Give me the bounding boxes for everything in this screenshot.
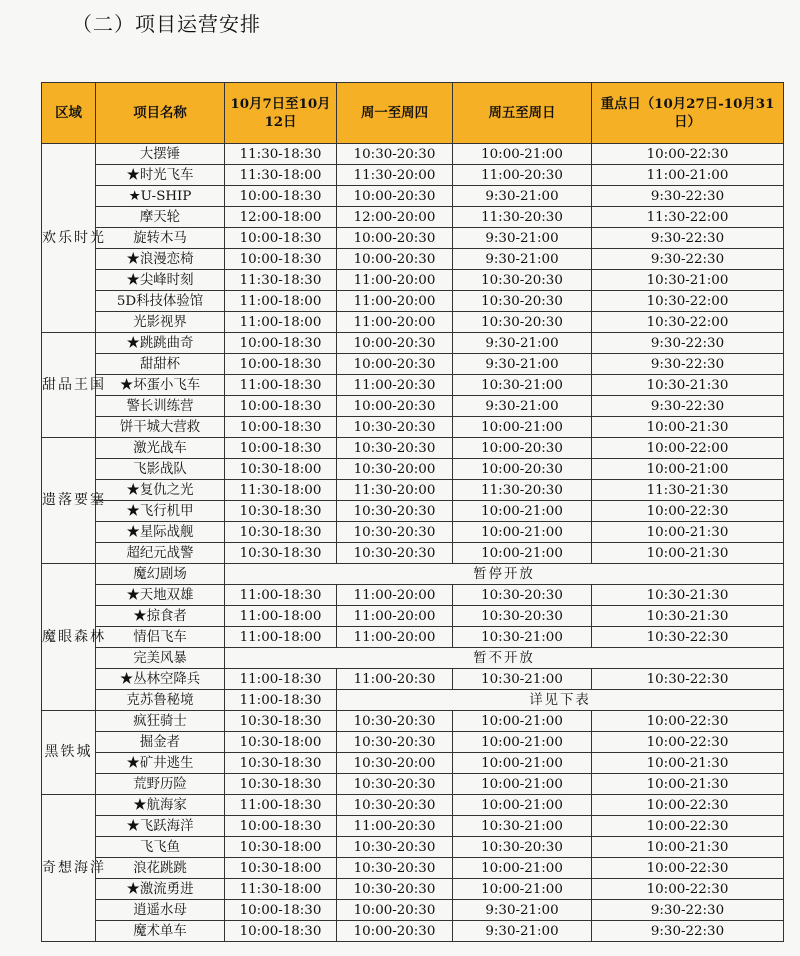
time-mon-thu-cell: 11:30-20:00 bbox=[337, 480, 453, 501]
time-mon-thu-cell: 10:30-20:30 bbox=[337, 501, 453, 522]
time-oct7-12-cell: 11:00-18:30 bbox=[225, 795, 337, 816]
time-fri-sun-cell: 10:00-21:00 bbox=[453, 858, 592, 879]
time-oct7-12-cell: 10:00-18:30 bbox=[225, 228, 337, 249]
project-name-cell: ★天地双雄 bbox=[96, 585, 225, 606]
closed-note-cell: 暂不开放 bbox=[225, 648, 784, 669]
table-row bbox=[42, 564, 784, 585]
time-key-days-cell: 10:00-22:30 bbox=[592, 816, 784, 837]
time-mon-thu-cell: 10:00-20:30 bbox=[337, 186, 453, 207]
time-key-days-cell: 10:30-22:00 bbox=[592, 291, 784, 312]
table-row bbox=[42, 270, 784, 291]
project-name-cell: 克苏鲁秘境 bbox=[96, 690, 225, 711]
time-key-days-cell: 10:30-21:30 bbox=[592, 606, 784, 627]
time-mon-thu-cell: 11:00-20:00 bbox=[337, 606, 453, 627]
time-fri-sun-cell: 10:00-20:30 bbox=[453, 459, 592, 480]
time-mon-thu-cell: 11:00-20:30 bbox=[337, 816, 453, 837]
time-mon-thu-cell: 10:30-20:00 bbox=[337, 753, 453, 774]
time-fri-sun-cell: 10:00-21:00 bbox=[453, 774, 592, 795]
project-name-cell: ★时光飞车 bbox=[96, 165, 225, 186]
time-oct7-12-cell: 11:00-18:00 bbox=[225, 606, 337, 627]
table-row bbox=[42, 312, 784, 333]
time-key-days-cell: 11:00-21:00 bbox=[592, 165, 784, 186]
time-oct7-12-cell: 10:00-18:30 bbox=[225, 417, 337, 438]
table-row bbox=[42, 711, 784, 732]
table-row bbox=[42, 900, 784, 921]
time-oct7-12-cell: 11:00-18:00 bbox=[225, 291, 337, 312]
time-key-days-cell: 9:30-22:30 bbox=[592, 333, 784, 354]
time-key-days-cell: 10:30-22:30 bbox=[592, 627, 784, 648]
project-name-cell: 超纪元战警 bbox=[96, 543, 225, 564]
table-row bbox=[42, 627, 784, 648]
project-name-cell: ★矿井逃生 bbox=[96, 753, 225, 774]
table-row bbox=[42, 879, 784, 900]
table-row bbox=[42, 795, 784, 816]
time-oct7-12-cell: 11:30-18:00 bbox=[225, 165, 337, 186]
time-oct7-12-cell: 11:00-18:00 bbox=[225, 627, 337, 648]
time-key-days-cell: 11:30-21:30 bbox=[592, 480, 784, 501]
time-mon-thu-cell: 10:30-20:30 bbox=[337, 144, 453, 165]
time-key-days-cell: 10:00-21:30 bbox=[592, 417, 784, 438]
time-key-days-cell: 10:00-21:30 bbox=[592, 774, 784, 795]
time-key-days-cell: 11:30-22:00 bbox=[592, 207, 784, 228]
project-name-cell: 旋转木马 bbox=[96, 228, 225, 249]
time-mon-thu-cell: 11:00-20:00 bbox=[337, 312, 453, 333]
time-oct7-12-cell: 10:00-18:30 bbox=[225, 816, 337, 837]
project-name-cell: ★丛林空降兵 bbox=[96, 669, 225, 690]
time-oct7-12-cell: 11:30-18:00 bbox=[225, 480, 337, 501]
time-mon-thu-cell: 10:00-20:30 bbox=[337, 333, 453, 354]
table-row bbox=[42, 228, 784, 249]
time-fri-sun-cell: 10:00-20:30 bbox=[453, 438, 592, 459]
project-name-cell: ★尖峰时刻 bbox=[96, 270, 225, 291]
time-mon-thu-cell: 10:30-20:30 bbox=[337, 795, 453, 816]
time-fri-sun-cell: 9:30-21:00 bbox=[453, 354, 592, 375]
project-name-cell: ★坏蛋小飞车 bbox=[96, 375, 225, 396]
time-mon-thu-cell: 10:30-20:30 bbox=[337, 438, 453, 459]
table-row bbox=[42, 774, 784, 795]
time-key-days-cell: 9:30-22:30 bbox=[592, 900, 784, 921]
project-name-cell: ★复仇之光 bbox=[96, 480, 225, 501]
area-cell: 黑铁城 bbox=[42, 711, 96, 795]
table-row bbox=[42, 543, 784, 564]
time-mon-thu-cell: 10:30-20:30 bbox=[337, 858, 453, 879]
table-row bbox=[42, 669, 784, 690]
time-mon-thu-cell: 10:00-20:30 bbox=[337, 921, 453, 942]
time-fri-sun-cell: 10:30-20:30 bbox=[453, 606, 592, 627]
time-key-days-cell: 9:30-22:30 bbox=[592, 186, 784, 207]
time-key-days-cell: 9:30-22:30 bbox=[592, 396, 784, 417]
see-below-note-cell: 详见下表 bbox=[337, 690, 784, 711]
time-oct7-12-cell: 10:00-18:30 bbox=[225, 333, 337, 354]
time-fri-sun-cell: 10:00-21:00 bbox=[453, 144, 592, 165]
table-body bbox=[42, 144, 784, 942]
project-name-cell: ★飞行机甲 bbox=[96, 501, 225, 522]
time-key-days-cell: 9:30-22:30 bbox=[592, 354, 784, 375]
header-fri-sun: 周五至周日 bbox=[453, 83, 592, 144]
project-name-cell: 完美风暴 bbox=[96, 648, 225, 669]
time-mon-thu-cell: 11:00-20:00 bbox=[337, 627, 453, 648]
project-name-cell: ★飞跃海洋 bbox=[96, 816, 225, 837]
table-row bbox=[42, 417, 784, 438]
table-row bbox=[42, 249, 784, 270]
time-fri-sun-cell: 9:30-21:00 bbox=[453, 921, 592, 942]
project-name-cell: 飞飞鱼 bbox=[96, 837, 225, 858]
time-oct7-12-cell: 12:00-18:00 bbox=[225, 207, 337, 228]
time-mon-thu-cell: 10:00-20:30 bbox=[337, 249, 453, 270]
table-row bbox=[42, 732, 784, 753]
table-row bbox=[42, 648, 784, 669]
time-fri-sun-cell: 10:30-21:00 bbox=[453, 375, 592, 396]
table-row bbox=[42, 921, 784, 942]
project-name-cell: 掘金者 bbox=[96, 732, 225, 753]
header-area: 区域 bbox=[42, 83, 96, 144]
time-mon-thu-cell: 11:00-20:30 bbox=[337, 375, 453, 396]
time-fri-sun-cell: 11:30-20:30 bbox=[453, 480, 592, 501]
table-row bbox=[42, 186, 784, 207]
project-name-cell: ★掠食者 bbox=[96, 606, 225, 627]
project-name-cell: 魔术单车 bbox=[96, 921, 225, 942]
time-oct7-12-cell: 11:00-18:30 bbox=[225, 669, 337, 690]
time-oct7-12-cell: 11:30-18:30 bbox=[225, 270, 337, 291]
schedule-table bbox=[41, 82, 784, 942]
time-key-days-cell: 9:30-22:30 bbox=[592, 921, 784, 942]
time-oct7-12-cell: 10:00-18:30 bbox=[225, 186, 337, 207]
time-oct7-12-cell: 10:30-18:00 bbox=[225, 858, 337, 879]
time-fri-sun-cell: 10:30-20:30 bbox=[453, 837, 592, 858]
table-row bbox=[42, 480, 784, 501]
project-name-cell: 摩天轮 bbox=[96, 207, 225, 228]
time-mon-thu-cell: 10:30-20:30 bbox=[337, 732, 453, 753]
project-name-cell: 疯狂骑士 bbox=[96, 711, 225, 732]
time-fri-sun-cell: 10:00-21:00 bbox=[453, 879, 592, 900]
project-name-cell: ★U-SHIP bbox=[96, 186, 225, 207]
time-fri-sun-cell: 10:30-21:00 bbox=[453, 669, 592, 690]
time-key-days-cell: 10:00-21:30 bbox=[592, 522, 784, 543]
project-name-cell: 警长训练营 bbox=[96, 396, 225, 417]
area-cell: 奇想海洋 bbox=[42, 795, 96, 942]
table-row bbox=[42, 144, 784, 165]
time-fri-sun-cell: 10:00-21:00 bbox=[453, 501, 592, 522]
time-mon-thu-cell: 10:30-20:30 bbox=[337, 543, 453, 564]
project-name-cell: 逍遥水母 bbox=[96, 900, 225, 921]
area-cell: 遗落要塞 bbox=[42, 438, 96, 564]
time-mon-thu-cell: 10:30-20:30 bbox=[337, 522, 453, 543]
table-row bbox=[42, 333, 784, 354]
time-fri-sun-cell: 11:00-20:30 bbox=[453, 165, 592, 186]
time-oct7-12-cell: 10:30-18:30 bbox=[225, 774, 337, 795]
table-row bbox=[42, 459, 784, 480]
project-name-cell: 情侣飞车 bbox=[96, 627, 225, 648]
time-fri-sun-cell: 10:00-21:00 bbox=[453, 543, 592, 564]
time-fri-sun-cell: 10:00-21:00 bbox=[453, 753, 592, 774]
project-name-cell: 浪花跳跳 bbox=[96, 858, 225, 879]
time-key-days-cell: 10:30-21:30 bbox=[592, 585, 784, 606]
table-row bbox=[42, 396, 784, 417]
table-row bbox=[42, 501, 784, 522]
time-fri-sun-cell: 9:30-21:00 bbox=[453, 900, 592, 921]
time-oct7-12-cell: 10:30-18:30 bbox=[225, 543, 337, 564]
header-oct7-12: 10月7日至10月12日 bbox=[225, 83, 337, 144]
time-fri-sun-cell: 10:00-21:00 bbox=[453, 417, 592, 438]
time-key-days-cell: 10:00-21:30 bbox=[592, 543, 784, 564]
project-name-cell: 饼干城大营救 bbox=[96, 417, 225, 438]
time-oct7-12-cell: 10:30-18:30 bbox=[225, 711, 337, 732]
page-title: （二）项目运营安排 bbox=[72, 12, 261, 36]
time-fri-sun-cell: 9:30-21:00 bbox=[453, 228, 592, 249]
table-row bbox=[42, 606, 784, 627]
time-key-days-cell: 10:00-21:30 bbox=[592, 837, 784, 858]
table-row bbox=[42, 438, 784, 459]
time-oct7-12-cell: 10:30-18:30 bbox=[225, 522, 337, 543]
time-key-days-cell: 10:30-22:00 bbox=[592, 312, 784, 333]
time-mon-thu-cell: 12:00-20:00 bbox=[337, 207, 453, 228]
time-fri-sun-cell: 9:30-21:00 bbox=[453, 186, 592, 207]
time-oct7-12-cell: 10:00-18:30 bbox=[225, 921, 337, 942]
time-oct7-12-cell: 10:30-18:30 bbox=[225, 753, 337, 774]
time-mon-thu-cell: 10:30-20:30 bbox=[337, 837, 453, 858]
time-fri-sun-cell: 11:30-20:30 bbox=[453, 207, 592, 228]
time-key-days-cell: 9:30-22:30 bbox=[592, 249, 784, 270]
time-fri-sun-cell: 10:30-21:00 bbox=[453, 816, 592, 837]
time-oct7-12-cell: 10:00-18:30 bbox=[225, 354, 337, 375]
time-oct7-12-cell: 10:00-18:30 bbox=[225, 438, 337, 459]
time-oct7-12-cell: 11:00-18:30 bbox=[225, 375, 337, 396]
time-key-days-cell: 10:00-22:30 bbox=[592, 879, 784, 900]
table-row bbox=[42, 207, 784, 228]
project-name-cell: 大摆锤 bbox=[96, 144, 225, 165]
time-fri-sun-cell: 10:00-21:00 bbox=[453, 522, 592, 543]
header-key-days: 重点日（10月27日-10月31日） bbox=[592, 83, 784, 144]
time-fri-sun-cell: 10:30-20:30 bbox=[453, 312, 592, 333]
project-name-cell: ★跳跳曲奇 bbox=[96, 333, 225, 354]
area-cell: 欢乐时光 bbox=[42, 144, 96, 333]
header-row bbox=[42, 83, 784, 144]
time-mon-thu-cell: 10:00-20:30 bbox=[337, 354, 453, 375]
time-fri-sun-cell: 9:30-21:00 bbox=[453, 249, 592, 270]
header-mon-thu: 周一至周四 bbox=[337, 83, 453, 144]
time-key-days-cell: 9:30-22:30 bbox=[592, 228, 784, 249]
time-oct7-12-cell: 11:00-18:30 bbox=[225, 690, 337, 711]
time-mon-thu-cell: 11:00-20:00 bbox=[337, 270, 453, 291]
project-name-cell: 荒野历险 bbox=[96, 774, 225, 795]
time-oct7-12-cell: 10:00-18:30 bbox=[225, 249, 337, 270]
time-oct7-12-cell: 10:30-18:00 bbox=[225, 837, 337, 858]
project-name-cell: 魔幻剧场 bbox=[96, 564, 225, 585]
table-row bbox=[42, 291, 784, 312]
area-cell: 甜品王国 bbox=[42, 333, 96, 438]
closed-note-cell: 暂停开放 bbox=[225, 564, 784, 585]
time-mon-thu-cell: 11:00-20:30 bbox=[337, 669, 453, 690]
area-cell: 魔眼森林 bbox=[42, 564, 96, 711]
time-key-days-cell: 10:00-22:30 bbox=[592, 501, 784, 522]
time-key-days-cell: 10:00-22:30 bbox=[592, 858, 784, 879]
time-oct7-12-cell: 10:00-18:30 bbox=[225, 900, 337, 921]
time-mon-thu-cell: 11:00-20:00 bbox=[337, 291, 453, 312]
time-key-days-cell: 10:00-21:00 bbox=[592, 459, 784, 480]
time-mon-thu-cell: 11:30-20:00 bbox=[337, 165, 453, 186]
time-key-days-cell: 10:00-22:30 bbox=[592, 144, 784, 165]
time-oct7-12-cell: 11:00-18:00 bbox=[225, 312, 337, 333]
time-oct7-12-cell: 10:30-18:00 bbox=[225, 732, 337, 753]
project-name-cell: 甜甜杯 bbox=[96, 354, 225, 375]
time-key-days-cell: 10:00-21:30 bbox=[592, 753, 784, 774]
project-name-cell: 飞影战队 bbox=[96, 459, 225, 480]
time-mon-thu-cell: 10:30-20:00 bbox=[337, 459, 453, 480]
time-fri-sun-cell: 9:30-21:00 bbox=[453, 396, 592, 417]
table-row bbox=[42, 522, 784, 543]
time-oct7-12-cell: 11:30-18:00 bbox=[225, 879, 337, 900]
time-mon-thu-cell: 10:30-20:30 bbox=[337, 711, 453, 732]
time-fri-sun-cell: 10:30-20:30 bbox=[453, 291, 592, 312]
table-row bbox=[42, 816, 784, 837]
time-key-days-cell: 10:00-22:30 bbox=[592, 795, 784, 816]
time-oct7-12-cell: 11:00-18:30 bbox=[225, 585, 337, 606]
table-row bbox=[42, 165, 784, 186]
time-mon-thu-cell: 11:00-20:00 bbox=[337, 585, 453, 606]
time-mon-thu-cell: 10:00-20:30 bbox=[337, 396, 453, 417]
time-oct7-12-cell: 10:30-18:30 bbox=[225, 501, 337, 522]
table-row bbox=[42, 375, 784, 396]
time-mon-thu-cell: 10:30-20:30 bbox=[337, 417, 453, 438]
time-key-days-cell: 10:00-22:00 bbox=[592, 438, 784, 459]
project-name-cell: ★浪漫恋椅 bbox=[96, 249, 225, 270]
time-key-days-cell: 10:30-21:00 bbox=[592, 270, 784, 291]
time-fri-sun-cell: 10:00-21:00 bbox=[453, 795, 592, 816]
table-row bbox=[42, 585, 784, 606]
time-fri-sun-cell: 10:00-21:00 bbox=[453, 711, 592, 732]
time-key-days-cell: 10:30-21:30 bbox=[592, 375, 784, 396]
time-key-days-cell: 10:00-22:30 bbox=[592, 711, 784, 732]
table-row bbox=[42, 753, 784, 774]
time-mon-thu-cell: 10:00-20:30 bbox=[337, 228, 453, 249]
project-name-cell: ★激流勇进 bbox=[96, 879, 225, 900]
table-row bbox=[42, 858, 784, 879]
time-mon-thu-cell: 10:30-20:30 bbox=[337, 879, 453, 900]
project-name-cell: 光影视界 bbox=[96, 312, 225, 333]
time-oct7-12-cell: 10:00-18:30 bbox=[225, 396, 337, 417]
table-row bbox=[42, 837, 784, 858]
header-project-name: 项目名称 bbox=[96, 83, 225, 144]
time-key-days-cell: 10:00-22:30 bbox=[592, 732, 784, 753]
project-name-cell: 5D科技体验馆 bbox=[96, 291, 225, 312]
time-oct7-12-cell: 11:30-18:30 bbox=[225, 144, 337, 165]
time-fri-sun-cell: 10:30-20:30 bbox=[453, 270, 592, 291]
time-oct7-12-cell: 10:30-18:00 bbox=[225, 459, 337, 480]
time-mon-thu-cell: 10:00-20:30 bbox=[337, 900, 453, 921]
project-name-cell: ★星际战舰 bbox=[96, 522, 225, 543]
time-fri-sun-cell: 10:30-20:30 bbox=[453, 585, 592, 606]
time-fri-sun-cell: 10:30-21:00 bbox=[453, 627, 592, 648]
time-fri-sun-cell: 9:30-21:00 bbox=[453, 333, 592, 354]
project-name-cell: 激光战车 bbox=[96, 438, 225, 459]
project-name-cell: ★航海家 bbox=[96, 795, 225, 816]
time-mon-thu-cell: 10:30-20:30 bbox=[337, 774, 453, 795]
time-key-days-cell: 10:30-22:30 bbox=[592, 669, 784, 690]
time-fri-sun-cell: 10:00-21:00 bbox=[453, 732, 592, 753]
table-row bbox=[42, 354, 784, 375]
table-row bbox=[42, 690, 784, 711]
